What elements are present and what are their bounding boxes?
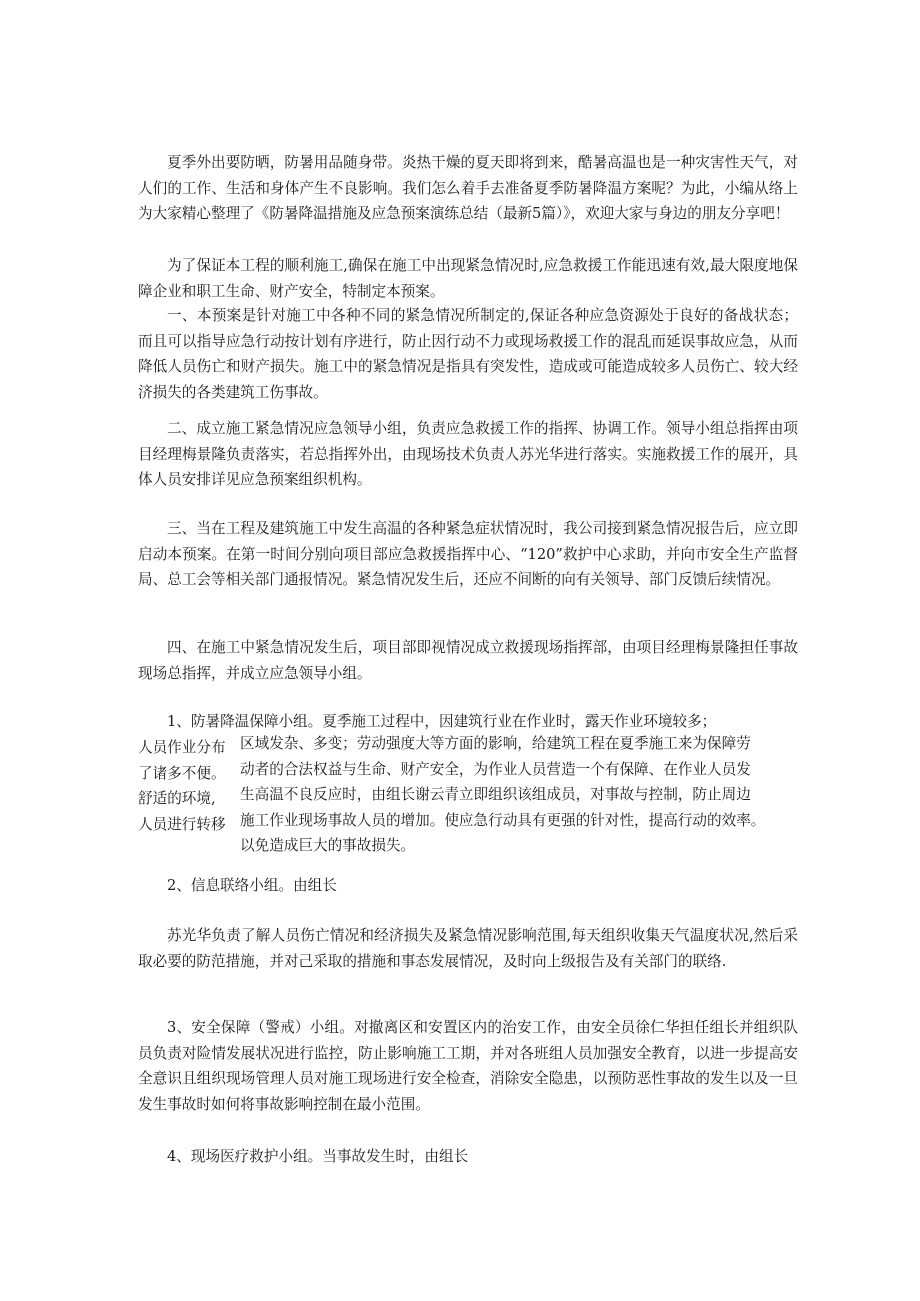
main-line: 区域发杂、多变；劳动强度大等方面的影响，给建筑工程在夏季施工来为保障劳 — [240, 735, 751, 752]
group-two-heading: 2、信息联络小组。由组长 — [167, 877, 337, 894]
group-one-main-column — [240, 731, 802, 859]
purpose-paragraph: 为了保证本工程的顺利施工,确保在施工中出现紧急情况时,应急救援工作能迅速有效,最大限度地保障企业和职工生命、财产安全，特制定本预案。 — [138, 257, 798, 300]
side-line: 人员作业分布 — [138, 739, 226, 756]
main-line: 施工作业现场事故人员的增加。使应急行动具有更强的针对性，提高行动的效率。 — [240, 811, 766, 829]
group-four-heading: 4、现场医疗救护小组。当事故发生时，由组长 — [167, 1148, 469, 1165]
intro-paragraph: 夏季外出要防晒，防暑用品随身带。炎热干燥的夏天即将到来，酷暑高温也是一种灾害性天气，对人们的工作、生活和身体产生不良影响。我们怎么着手去准备夏季防暑降温方案呢？为此，小编从络上为大家精心整理了《防暑降温措施及应急预案演练总结（最新5篇）》，欢迎大家与身边的朋友分享吧！ — [138, 154, 798, 222]
group-two-body: 苏光华负责了解人员伤亡情况和经济损失及紧急情况影响范围,每天组织收集天气温度状况,然后采取必要的防范措施，并对己采取的措施和事态发展情况，及时向上级报告及有关部门的联络. — [138, 927, 798, 970]
section-three-paragraph: 三、当在工程及建筑施工中发生高温的各种紧急症状情况时，我公司接到紧急情况报告后，应立即启动本预案。在第一时间分别向项目部应急救援指挥中心、“120”救护中心求助，并向市安全生产监督局、总工会等相关部门通报情况。紧急情况发生后，还应不间断的向有关领导、部门反馈后续情况。 — [138, 520, 798, 588]
group-one-side-column — [138, 735, 236, 837]
section-two-paragraph: 二、成立施工紧急情况应急领导小组，负责应急救援工作的指挥、协调工作。领导小组总指挥由项目经理梅景隆负责落实，若总指挥外出，由现场技术负责人苏光华进行落实。实施救援工作的展开，具体人员安排详见应急预案组织机构。 — [138, 420, 798, 488]
main-line: 以免造成巨大的事故损失。 — [240, 837, 416, 854]
side-line: 人员进行转移 — [138, 815, 226, 833]
main-line: 动者的合法权益与生命、财产安全，为作业人员营造一个有保障、在作业人员发 — [240, 760, 751, 778]
section-four-paragraph: 四、在施工中紧急情况发生后，项目部即视情况成立救援现场指挥部，由项目经理梅景隆担任事故现场总指挥，并成立应急领导小组。 — [138, 639, 798, 682]
side-line: 了诸多不便。 — [138, 764, 226, 782]
group-three-paragraph: 3、安全保障（警戒）小组。对撤离区和安置区内的治安工作，由安全员徐仁华担任组长并组织队员负责对险情发展状况进行监控，防止影响施工工期，并对各班组人员加强安全教育，以进一步提高安全意识且组织现场管理人员对施工现场进行安全检查，消除安全隐患，以预防恶性事故的发生以及一旦发生事故时如何将事故影响控制在最小范围。 — [138, 1019, 798, 1113]
side-line: 舒适的环境, — [138, 790, 216, 807]
section-one-paragraph: 一、本预案是针对施工中各种不同的紧急情况所制定的,保证各种应急资源处于良好的备战状态；而且可以指导应急行动按计划有序进行，防止因行动不力或现场救援工作的混乱而延误事故应急，从而降低人员伤亡和财产损失。施工中的紧急情况是指具有突发性，造成或可能造成较多人员伤亡、较大经济损失的各类建筑工伤事故。 — [138, 307, 798, 401]
main-line: 生高温不良反应时，由组长谢云青立即组织该组成员，对事故与控制，防止周边 — [240, 786, 751, 803]
group-one-heading: 1、防暑降温保障小组。夏季施工过程中，因建筑行业在作业时，露天作业环境较多； — [167, 713, 717, 730]
